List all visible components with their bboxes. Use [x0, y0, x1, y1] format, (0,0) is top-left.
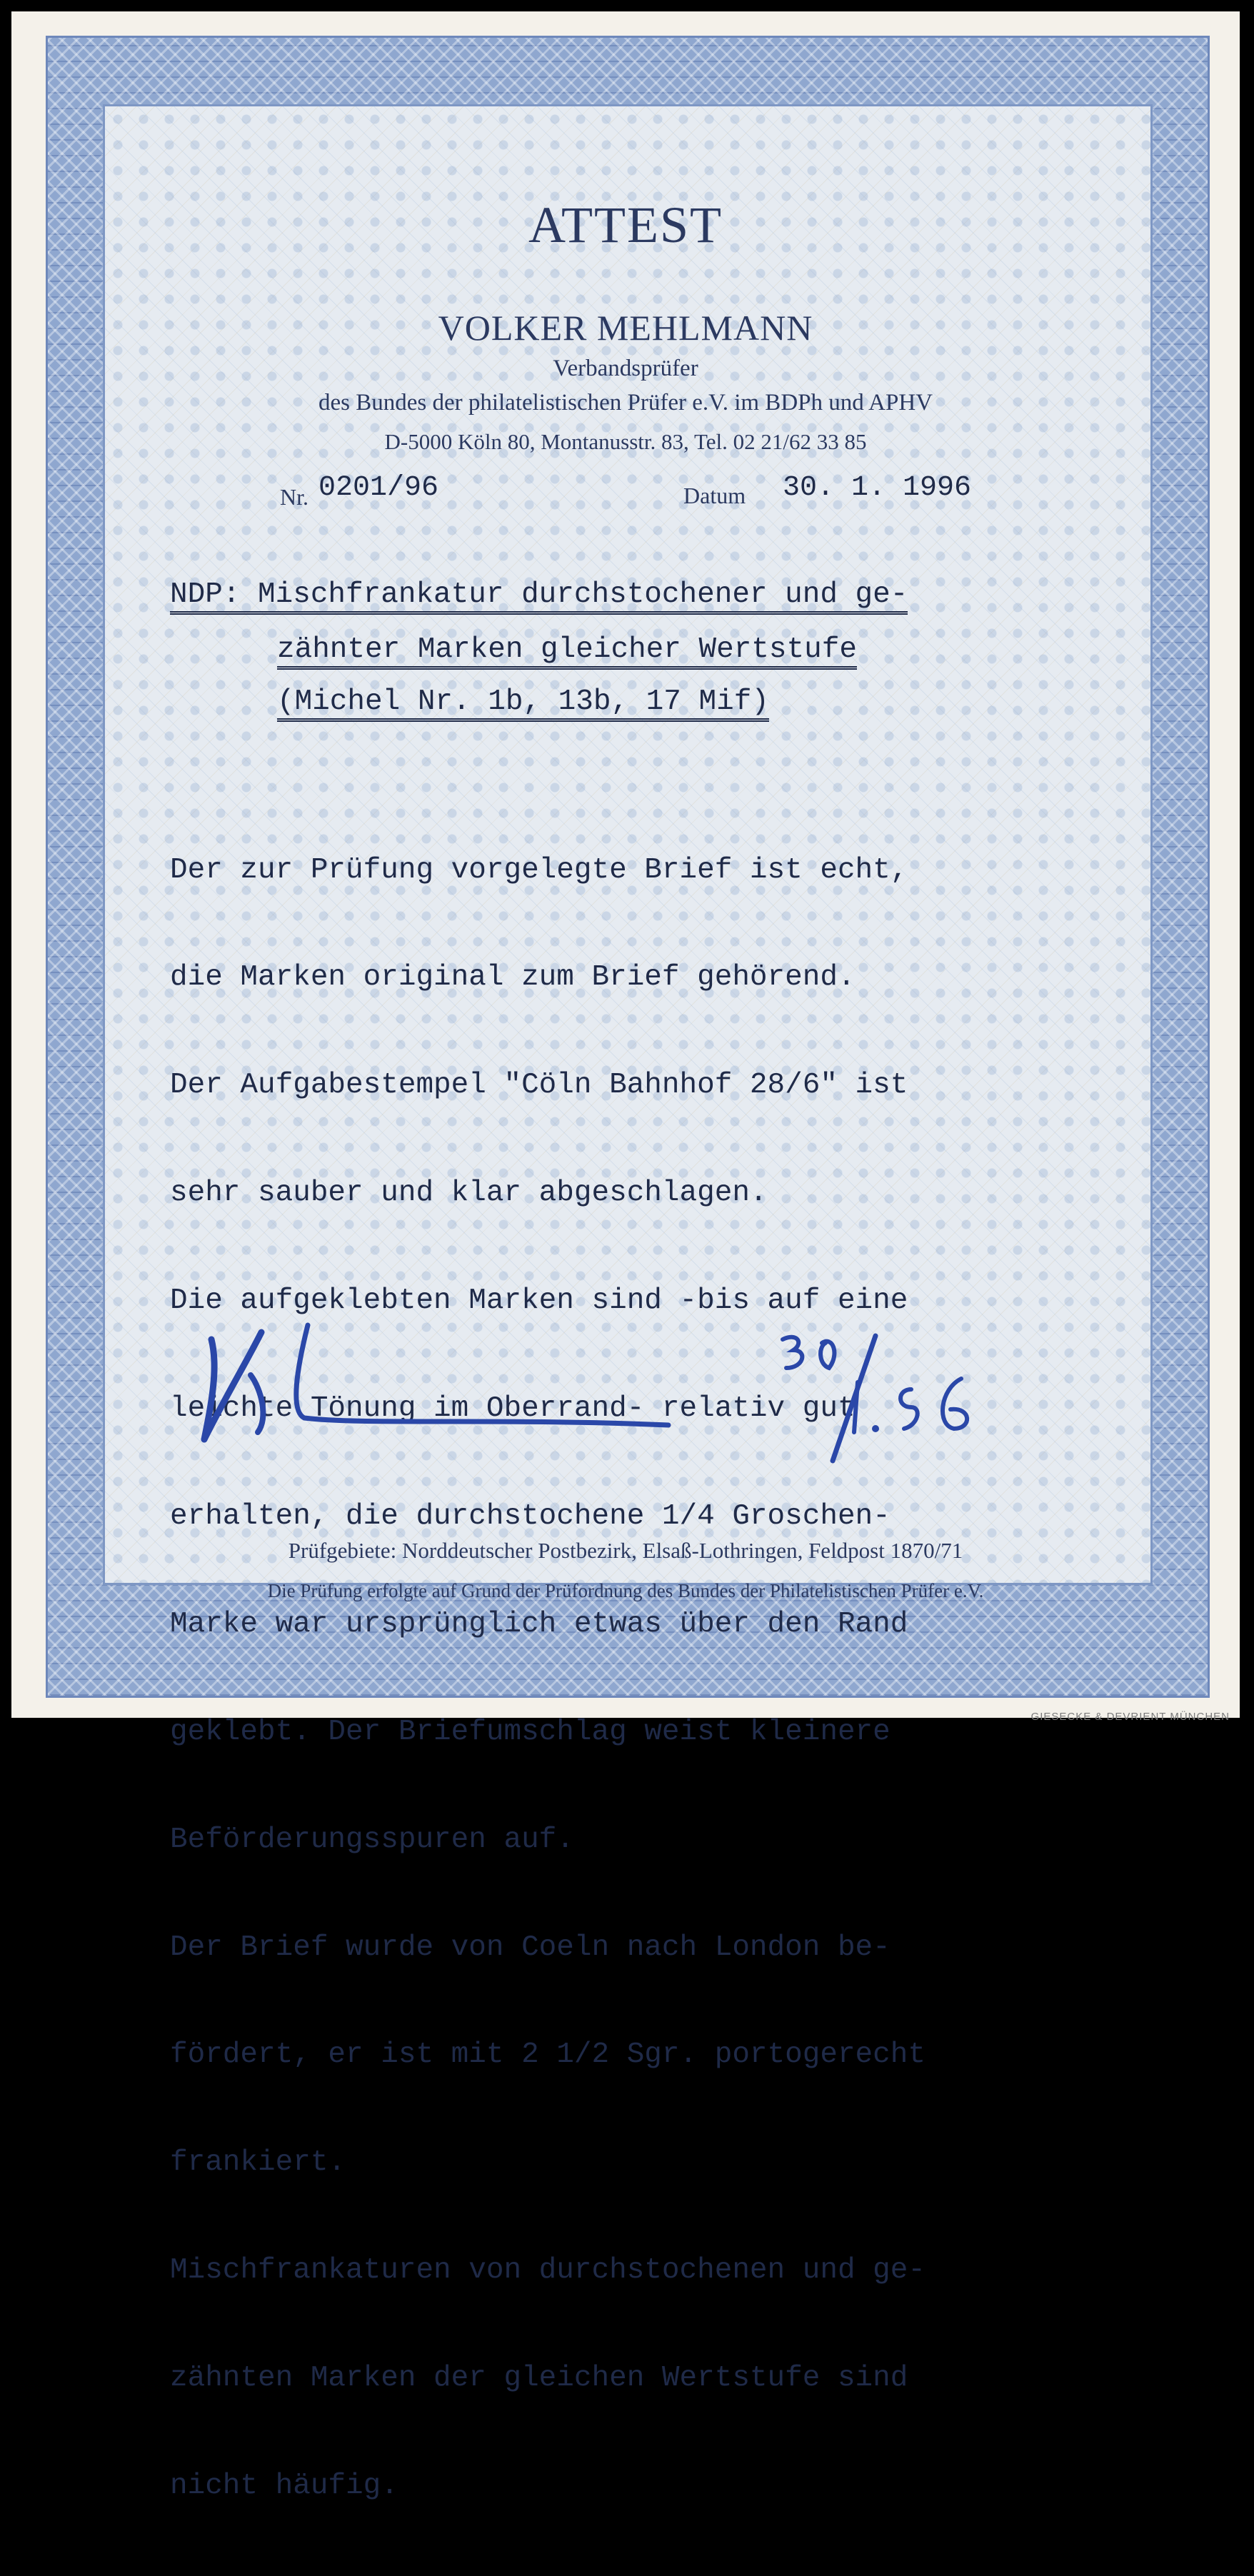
subject-line-1: NDP: Mischfrankatur durchstochener und ge-	[170, 580, 908, 615]
date-value: 30. 1. 1996	[783, 472, 972, 504]
body-line: Der Aufgabestempel "Cöln Bahnhof 28/6" ist	[170, 1069, 908, 1102]
body-line: fördert, er ist mit 2 1/2 Sgr. portogerecht	[170, 2038, 926, 2072]
nr-label: Nr.	[280, 484, 309, 510]
handwritten-date	[768, 1325, 1011, 1468]
date-label: Datum	[683, 483, 746, 508]
examiner-name: VOLKER MEHLMANN	[438, 308, 813, 348]
body-line: nicht häufig.	[170, 2469, 398, 2502]
certificate-sheet	[11, 11, 1240, 2502]
certificate-body	[170, 780, 926, 2576]
subject-line-3: (Michel Nr. 1b, 13b, 17 Mif)	[277, 688, 769, 722]
body-line: Beförderungsspuren auf.	[170, 1823, 574, 1856]
footer-exam-areas: Prüfgebiete: Norddeutscher Postbezirk, Elsaß-Lothringen, Feldpost 1870/71	[288, 1538, 963, 1563]
examiner-signature	[183, 1311, 726, 1454]
certificate-title: ATTEST	[528, 196, 723, 253]
body-line: sehr sauber und klar abgeschlagen.	[170, 1177, 768, 1210]
body-line: erhalten, die durchstochene 1/4 Groschen-	[170, 1499, 891, 1533]
body-line: Mischfrankaturen von durchstochenen und ge-	[170, 2254, 926, 2288]
subject-line-2: zähnter Marken gleicher Wertstufe	[277, 635, 857, 670]
footer-exam-basis: Die Prüfung erfolgte auf Grund der Prüfordnung des Bundes der Philatelistischen Prüfer e.V.	[267, 1580, 984, 1601]
body-line: Der zur Prüfung vorgelegte Brief ist echt,	[170, 853, 908, 887]
body-line: Die aufgeklebten Marken sind -bis auf eine	[170, 1284, 908, 1318]
body-line: zähnten Marken der gleichen Wertstufe sind	[170, 2362, 908, 2395]
body-line: die Marken original zum Brief gehörend.	[170, 961, 856, 995]
examiner-role: Verbandsprüfer	[553, 356, 698, 381]
body-line: leichte Tönung im Oberrand- relativ gut	[170, 1392, 856, 1426]
body-line: Der Brief wurde von Coeln nach London be-	[170, 1931, 891, 1964]
nr-value: 0201/96	[318, 472, 439, 504]
printer-imprint: GIESECKE & DEVRIENT MÜNCHEN	[1030, 1711, 1230, 1723]
body-line: geklebt. Der Briefumschlag weist kleinere	[170, 1715, 891, 1749]
examiner-association: des Bundes der philatelistischen Prüfer e.V. im BDPh und APHV	[318, 390, 933, 416]
examiner-address: D-5000 Köln 80, Montanusstr. 83, Tel. 02 21/62 33 85	[384, 429, 867, 454]
body-line: frankiert.	[170, 2146, 346, 2180]
body-line: Marke war ursprünglich etwas über den Rand	[170, 1607, 908, 1641]
